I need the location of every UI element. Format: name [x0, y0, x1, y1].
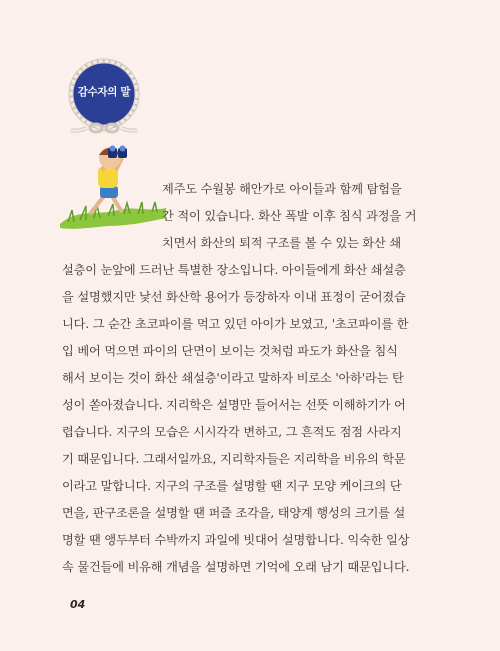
body-line: 제주도 수월봉 해안가로 아이들과 함께 탐험을: [162, 182, 402, 196]
body-line: 기 때문입니다. 그래서일까요, 지리학자들은 지리학을 비유의 학문: [62, 452, 406, 466]
body-line: 니다. 그 순간 초코파이를 먹고 있던 아이가 보였고, '초코파이를 한: [62, 317, 409, 331]
body-line: 치면서 화산의 퇴적 구조를 볼 수 있는 화산 쇄: [162, 236, 402, 250]
body-line: 성이 쏟아졌습니다. 지리학은 설명만 들어서는 선뜻 이해하기가 어: [62, 398, 406, 412]
body-line: 을 설명했지만 낯선 화산학 용어가 등장하자 이내 표정이 굳어졌습: [62, 290, 406, 304]
body-line: 입 베어 먹으면 파이의 단면이 보이는 것처럼 파도가 화산을 침식: [62, 344, 398, 358]
body-line: 설층이 눈앞에 드러난 특별한 장소입니다. 아이들에게 화산 쇄설층: [62, 263, 406, 277]
body-line: 렵습니다. 지구의 모습은 시시각각 변하고, 그 흔적도 점점 사라지: [62, 425, 402, 439]
body-line: 면을, 판구조론을 설명할 땐 퍼즐 조각을, 태양계 행성의 크기를 설: [62, 506, 406, 520]
section-badge: [65, 58, 143, 136]
body-line: 해서 보이는 것이 화산 쇄설층'이라고 말하자 비로소 '아하'라는 탄: [62, 371, 404, 385]
kid-binoculars-illustration: [58, 138, 168, 233]
body-line: 속 물건들에 비유해 개념을 설명하면 기억에 오래 남기 때문입니다.: [62, 560, 410, 574]
badge-title: 감수자의 말: [77, 86, 131, 98]
body-line: 간 적이 있습니다. 화산 폭발 이후 침식 과정을 거: [162, 209, 417, 223]
page-number: 04: [70, 598, 86, 611]
body-line: 이라고 말합니다. 지구의 구조를 설명할 땐 지구 모양 케이크의 단: [62, 479, 402, 493]
body-line: 명할 땐 앵두부터 수박까지 과일에 빗대어 설명합니다. 익숙한 일상: [62, 533, 410, 547]
